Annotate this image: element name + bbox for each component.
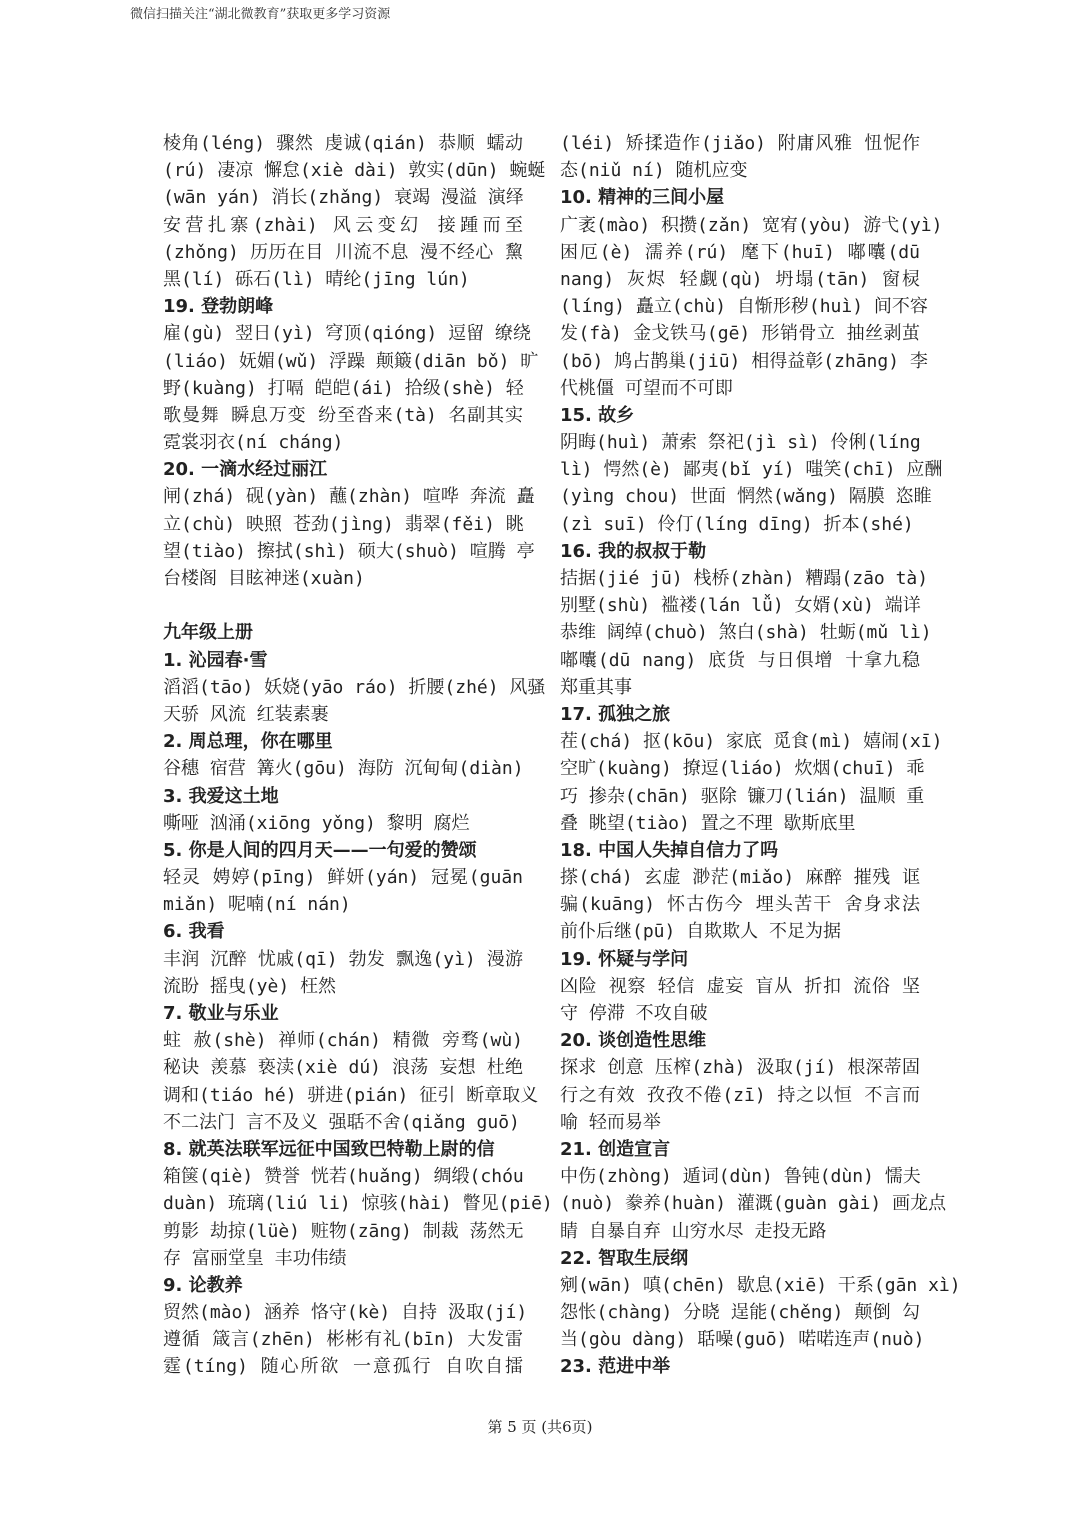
section-heading: 2. 周总理，你在哪里 (163, 731, 333, 753)
vocab-line: 喻 轻而易举 (560, 1111, 661, 1133)
vocab-line: (liáo) 妩媚(wǔ) 浮躁 颠簸(diān bǒ) 旷 (163, 350, 539, 372)
vocab-line: 代桃僵 可望而不可即 (560, 377, 733, 399)
vocab-line: (zhǒng) 历历在目 川流不息 漫不经心 黧 (163, 241, 523, 263)
vocab-line: 搽(chá) 玄虚 渺茫(miǎo) 麻醉 摧残 诓 (560, 867, 920, 889)
vocab-line: (yìng chou) 世面 惘然(wǎng) 隔膜 恣睢 (560, 486, 932, 508)
vocab-line: 发(fà) 金戈铁马(gē) 形销骨立 抽丝剥茧 (560, 323, 920, 345)
vocab-line: 不二法门 言不及义 强聒不舍(qiǎng guō) (163, 1111, 520, 1133)
vocab-line: (nuò) 豢养(huàn) 灌溉(guàn gài) 画龙点 (560, 1193, 947, 1215)
vocab-line: (bō) 鸠占鹊巢(jiū) 相得益彰(zhāng) 李 (560, 350, 928, 372)
vocab-line: 箱箧(qiè) 赞誉 恍若(huǎng) 绸缎(chóu (163, 1166, 524, 1188)
vocab-line: 嘶哑 汹涌(xiōng yǒng) 黎明 腐烂 (163, 812, 470, 834)
vocab-line: 巧 掺杂(chān) 驱除 镰刀(lián) 温顺 重 (560, 785, 925, 807)
vocab-line: (léi) 矫揉造作(jiǎo) 附庸风雅 忸怩作 (560, 133, 920, 154)
vocab-line: 剜(wān) 嗔(chēn) 歇息(xiē) 干系(gān xì) (560, 1274, 961, 1296)
vocab-line: 黑(lí) 砾石(lì) 晴纶(jīng lún) (163, 268, 470, 290)
vocab-line: 中伤(zhòng) 遁词(dùn) 鲁钝(dùn) 懦夫 (560, 1166, 921, 1188)
section-heading: 九年级上册 (163, 622, 253, 644)
section-heading: 15. 故乡 (560, 404, 635, 426)
vocab-line: 叠 眺望(tiào) 置之不理 歇斯底里 (560, 812, 856, 834)
vocab-line: 凶险 视察 轻信 虚妄 盲从 折扣 流俗 坚 (560, 975, 920, 997)
section-heading: 22. 智取生辰纲 (560, 1247, 689, 1269)
section-heading: 6. 我看 (163, 921, 225, 943)
section-heading: 10. 精神的三间小屋 (560, 187, 725, 209)
vocab-line: 安营扎寨(zhài) 风云变幻 接踵而至 (163, 214, 523, 236)
vocab-line: 态(niǔ ní) 随机应变 (560, 160, 748, 182)
vocab-line: (wān yán) 消长(zhǎng) 衰竭 漫溢 演绎 (163, 187, 524, 209)
vocab-line: 棱角(léng) 骤然 虔诚(qián) 恭顺 蠕动 (163, 133, 523, 154)
vocab-line: 天骄 风流 红装素裹 (163, 703, 329, 725)
vocab-line: 骗(kuāng) 怀古伤今 埋头苦干 舍身求法 (560, 894, 920, 916)
vocab-line: 望(tiào) 擦拭(shì) 硕大(shuò) 喧腾 亭 (163, 540, 535, 562)
vocab-line: 广袤(mào) 积攒(zǎn) 宽宥(yòu) 游弋(yì) (560, 214, 943, 236)
vocab-line: 阴晦(huì) 萧索 祭祀(jì sì) 伶俐(líng (560, 432, 921, 454)
vocab-line: 睛 自暴自弃 山穷水尽 走投无路 (560, 1220, 827, 1242)
vocab-line: (zì suī) 伶仃(líng dīng) 折本(shé) (560, 513, 914, 535)
spacer (163, 592, 523, 619)
vocab-line: 谷穗 宿营 篝火(gōu) 海防 沉甸甸(diàn) (163, 758, 524, 780)
section-heading: 19. 登勃朗峰 (163, 296, 274, 318)
vocab-line: 野(kuàng) 打嗝 皑皑(ái) 拾级(shè) 轻 (163, 377, 524, 399)
vocab-line: 拮据(jié jū) 栈桥(zhàn) 糟蹋(zāo tà) (560, 568, 929, 589)
vocab-line: 秘诀 羡慕 亵渎(xiè dú) 浪荡 妄想 杜绝 (163, 1057, 523, 1079)
vocab-line: 当(gòu dàng) 聒噪(guō) 喏喏连声(nuò) (560, 1329, 925, 1351)
vocab-line: 嘟囔(dū nang) 底货 与日俱增 十拿九稳 (560, 649, 920, 671)
vocab-line: 调和(tiáo hé) 骈进(pián) 征引 断章取义 (163, 1084, 539, 1106)
vocab-line: 茬(chá) 抠(kōu) 家底 觅食(mì) 嬉闹(xī) (560, 731, 943, 753)
vocab-line: 郑重其事 (560, 676, 632, 698)
section-heading: 8. 就英法联军远征中国致巴特勒上尉的信 (163, 1138, 495, 1160)
vocab-line: 轻灵 娉婷(pīng) 鲜妍(yán) 冠冕(guān (163, 867, 523, 889)
vocab-line: 蛀 赦(shè) 禅师(chán) 精微 旁骛(wù) (163, 1030, 523, 1052)
vocab-line: 探求 创意 压榨(zhà) 汲取(jí) 根深蒂固 (560, 1057, 920, 1079)
vocab-line: 霓裳羽衣(ní cháng) (163, 432, 344, 454)
vocab-line: 前仆后继(pū) 自欺欺人 不足为据 (560, 921, 842, 943)
section-heading: 23. 范进中举 (560, 1356, 671, 1378)
vocab-line: 雇(gù) 翌日(yì) 穹顶(qióng) 逗留 缭绕 (163, 323, 531, 345)
vocab-line: 别墅(shù) 褴褛(lán lǚ) 女婿(xù) 端详 (560, 595, 921, 617)
vocab-line: 行之有效 孜孜不倦(zī) 持之以恒 不言而 (560, 1084, 920, 1106)
vocab-line: miǎn) 呢喃(ní nán) (163, 894, 351, 916)
section-heading: 5. 你是人间的四月天——一句爱的赞颂 (163, 839, 477, 861)
vocab-line: 流盼 摇曳(yè) 枉然 (163, 975, 337, 997)
vocab-line: (líng) 矗立(chù) 自惭形秽(huì) 间不容 (560, 296, 928, 318)
vocab-line: 霆(tíng) 随心所欲 一意孤行 自吹自擂 (163, 1356, 523, 1378)
vocab-line: lì) 愕然(è) 鄙夷(bǐ yí) 嗤笑(chī) 应酬 (560, 459, 943, 481)
section-heading: 16. 我的叔叔于勒 (560, 540, 707, 562)
watermark-text: 微信扫描关注“湖北微教育”获取更多学习资源 (130, 7, 391, 22)
vocab-line: 恭维 阔绰(chuò) 煞白(shà) 牡蛎(mǔ lì) (560, 622, 932, 644)
vocab-line: 困厄(è) 濡养(rú) 麾下(huī) 嘟囔(dū (560, 241, 920, 263)
vocab-line: 存 富丽堂皇 丰功伟绩 (163, 1247, 347, 1269)
vocab-line: (rú) 凄凉 懈怠(xiè dài) 敦实(dūn) 蜿蜒 (163, 160, 546, 182)
section-heading: 18. 中国人失掉自信力了吗 (560, 839, 779, 861)
vocab-line: 丰润 沉醉 忧戚(qī) 勃发 飘逸(yì) 漫游 (163, 948, 523, 970)
vocab-line: duàn) 琉璃(liú li) 惊骇(hài) 瞥见(piē) (163, 1193, 553, 1215)
vocab-line: 立(chù) 映照 苍劲(jìng) 翡翠(fěi) 眺 (163, 513, 524, 535)
vocab-line: 贸然(mào) 涵养 恪守(kè) 自持 汲取(jí) (163, 1302, 528, 1324)
vocab-line: 守 停滞 不攻自破 (560, 1003, 708, 1024)
vocab-line: nang) 灰烬 轻觑(qù) 坍塌(tān) 窗棂 (560, 268, 920, 290)
section-heading: 21. 创造宣言 (560, 1138, 671, 1160)
vocab-line: 空旷(kuàng) 撩逗(liáo) 炊烟(chuī) 乖 (560, 758, 925, 780)
left-column (163, 130, 553, 1381)
vocab-line: 剪影 劫掠(lüè) 赃物(zāng) 制裁 荡然无 (163, 1220, 524, 1242)
vocab-line: 歌曼舞 瞬息万变 纷至沓来(tà) 名副其实 (163, 404, 523, 426)
vocab-line: 闸(zhá) 砚(yàn) 蘸(zhàn) 喧哗 奔流 矗 (163, 486, 535, 508)
page-number: 第 5 页 (共6页) (487, 1418, 593, 1436)
section-heading: 9. 论教养 (163, 1274, 243, 1296)
right-column (560, 130, 961, 1381)
section-heading: 19. 怀疑与学问 (560, 948, 689, 970)
vocab-line: 遵循 箴言(zhēn) 彬彬有礼(bīn) 大发雷 (163, 1329, 523, 1351)
section-heading: 7. 敬业与乐业 (163, 1003, 279, 1024)
section-heading: 3. 我爱这土地 (163, 785, 279, 807)
section-heading: 17. 孤独之旅 (560, 703, 671, 725)
vocab-line: 滔滔(tāo) 妖娆(yāo ráo) 折腰(zhé) 风骚 (163, 676, 546, 698)
vocab-line: 台楼阁 目眩神迷(xuàn) (163, 568, 365, 589)
vocab-line: 怨怅(chàng) 分晓 逞能(chěng) 颠倒 勾 (560, 1302, 920, 1324)
section-heading: 20. 一滴水经过丽江 (163, 459, 328, 481)
section-heading: 1. 沁园春·雪 (163, 649, 268, 671)
section-heading: 20. 谈创造性思维 (560, 1030, 707, 1052)
